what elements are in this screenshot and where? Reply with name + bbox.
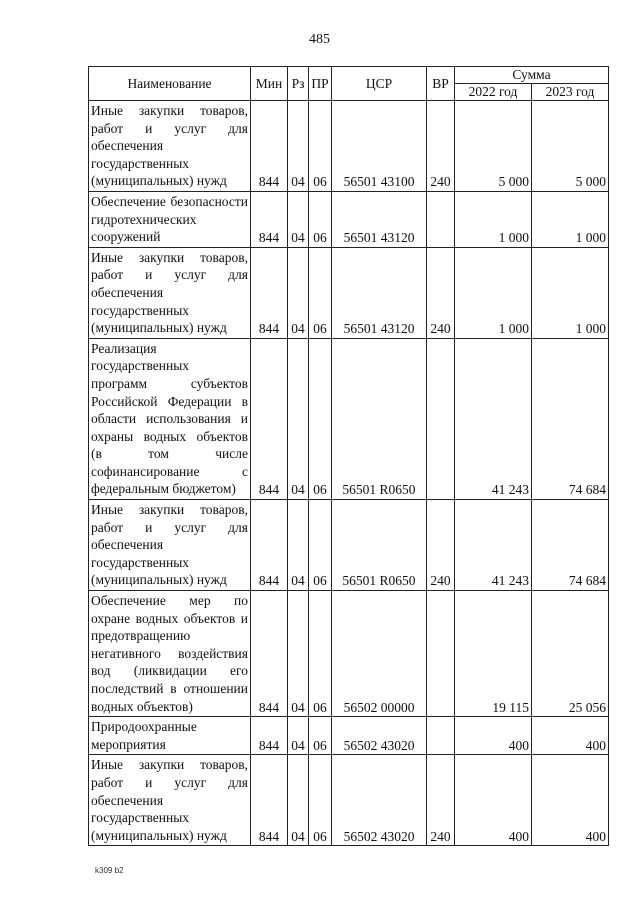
cell-pr: 06 xyxy=(309,247,332,338)
cell-2023: 25 056 xyxy=(532,591,609,717)
table-row xyxy=(89,338,609,499)
cell-csr: 56501 R0650 xyxy=(332,500,427,591)
cell-min: 844 xyxy=(251,101,288,192)
cell-2022: 5 000 xyxy=(455,101,532,192)
cell-csr: 56502 00000 xyxy=(332,591,427,717)
cell-rz: 04 xyxy=(288,717,309,755)
cell-name: Иные закупки товаров, работ и услуг для обеспечения государственных (муниципальных) нужд xyxy=(89,500,251,591)
cell-csr: 56502 43020 xyxy=(332,717,427,755)
table-row xyxy=(89,101,609,192)
header-2023: 2023 год xyxy=(532,84,609,101)
cell-2022: 41 243 xyxy=(455,500,532,591)
table-row xyxy=(89,191,609,247)
header-min: Мин xyxy=(251,67,288,101)
header-vr: ВР xyxy=(427,67,455,101)
header-name: Наименование xyxy=(89,67,251,101)
cell-vr: 240 xyxy=(427,755,455,846)
cell-vr xyxy=(427,591,455,717)
cell-2023: 400 xyxy=(532,717,609,755)
cell-csr: 56501 R0650 xyxy=(332,338,427,499)
table-row xyxy=(89,755,609,846)
cell-name: Обеспечение безопасности гидротехнических сооружений xyxy=(89,191,251,247)
header-pr: ПР xyxy=(309,67,332,101)
cell-vr: 240 xyxy=(427,101,455,192)
cell-2023: 1 000 xyxy=(532,247,609,338)
cell-pr: 06 xyxy=(309,500,332,591)
cell-2022: 400 xyxy=(455,717,532,755)
header-sum: Сумма xyxy=(455,67,609,84)
cell-pr: 06 xyxy=(309,191,332,247)
cell-2022: 41 243 xyxy=(455,338,532,499)
cell-vr xyxy=(427,338,455,499)
table-row xyxy=(89,591,609,717)
table-row xyxy=(89,500,609,591)
header-2022: 2022 год xyxy=(455,84,532,101)
cell-csr: 56502 43020 xyxy=(332,755,427,846)
cell-name: Иные закупки товаров, работ и услуг для обеспечения государственных (муниципальных) нужд xyxy=(89,755,251,846)
cell-rz: 04 xyxy=(288,101,309,192)
cell-rz: 04 xyxy=(288,500,309,591)
cell-2023: 74 684 xyxy=(532,500,609,591)
cell-csr: 56501 43120 xyxy=(332,191,427,247)
cell-2022: 400 xyxy=(455,755,532,846)
table-row xyxy=(89,247,609,338)
cell-2022: 1 000 xyxy=(455,191,532,247)
cell-2023: 5 000 xyxy=(532,101,609,192)
cell-pr: 06 xyxy=(309,338,332,499)
cell-vr: 240 xyxy=(427,500,455,591)
cell-2022: 19 115 xyxy=(455,591,532,717)
cell-min: 844 xyxy=(251,338,288,499)
cell-rz: 04 xyxy=(288,755,309,846)
cell-2022: 1 000 xyxy=(455,247,532,338)
cell-pr: 06 xyxy=(309,591,332,717)
cell-min: 844 xyxy=(251,500,288,591)
header-csr: ЦСР xyxy=(332,67,427,101)
cell-min: 844 xyxy=(251,717,288,755)
header-rz: Рз xyxy=(288,67,309,101)
cell-csr: 56501 43100 xyxy=(332,101,427,192)
cell-name: Иные закупки товаров, работ и услуг для обеспечения государственных (муниципальных) нужд xyxy=(89,101,251,192)
cell-rz: 04 xyxy=(288,338,309,499)
table-body xyxy=(89,101,609,846)
cell-pr: 06 xyxy=(309,717,332,755)
cell-name: Иные закупки товаров, работ и услуг для обеспечения государственных (муниципальных) нужд xyxy=(89,247,251,338)
cell-min: 844 xyxy=(251,247,288,338)
cell-vr xyxy=(427,717,455,755)
cell-rz: 04 xyxy=(288,591,309,717)
table-row xyxy=(89,717,609,755)
cell-rz: 04 xyxy=(288,191,309,247)
cell-2023: 74 684 xyxy=(532,338,609,499)
cell-2023: 1 000 xyxy=(532,191,609,247)
budget-table xyxy=(88,66,609,846)
cell-pr: 06 xyxy=(309,101,332,192)
cell-vr: 240 xyxy=(427,247,455,338)
cell-rz: 04 xyxy=(288,247,309,338)
cell-2023: 400 xyxy=(532,755,609,846)
footer-code: k309 b2 xyxy=(95,866,124,875)
cell-min: 844 xyxy=(251,191,288,247)
cell-name: Реализация государственных программ субъектов Российской Федерации в области использования и охраны водных объектов (в том числе софинансирование с федеральным бюджетом) xyxy=(89,338,251,499)
cell-pr: 06 xyxy=(309,755,332,846)
cell-csr: 56501 43120 xyxy=(332,247,427,338)
cell-min: 844 xyxy=(251,755,288,846)
cell-name: Обеспечение мер по охране водных объектов и предотвращению негативного воздействия вод (ликвидации его последствий в отношении водных объектов) xyxy=(89,591,251,717)
table-header xyxy=(89,67,609,101)
page-number: 485 xyxy=(309,32,330,47)
cell-min: 844 xyxy=(251,591,288,717)
cell-name: Природоохранные мероприятия xyxy=(89,717,251,755)
cell-vr xyxy=(427,191,455,247)
